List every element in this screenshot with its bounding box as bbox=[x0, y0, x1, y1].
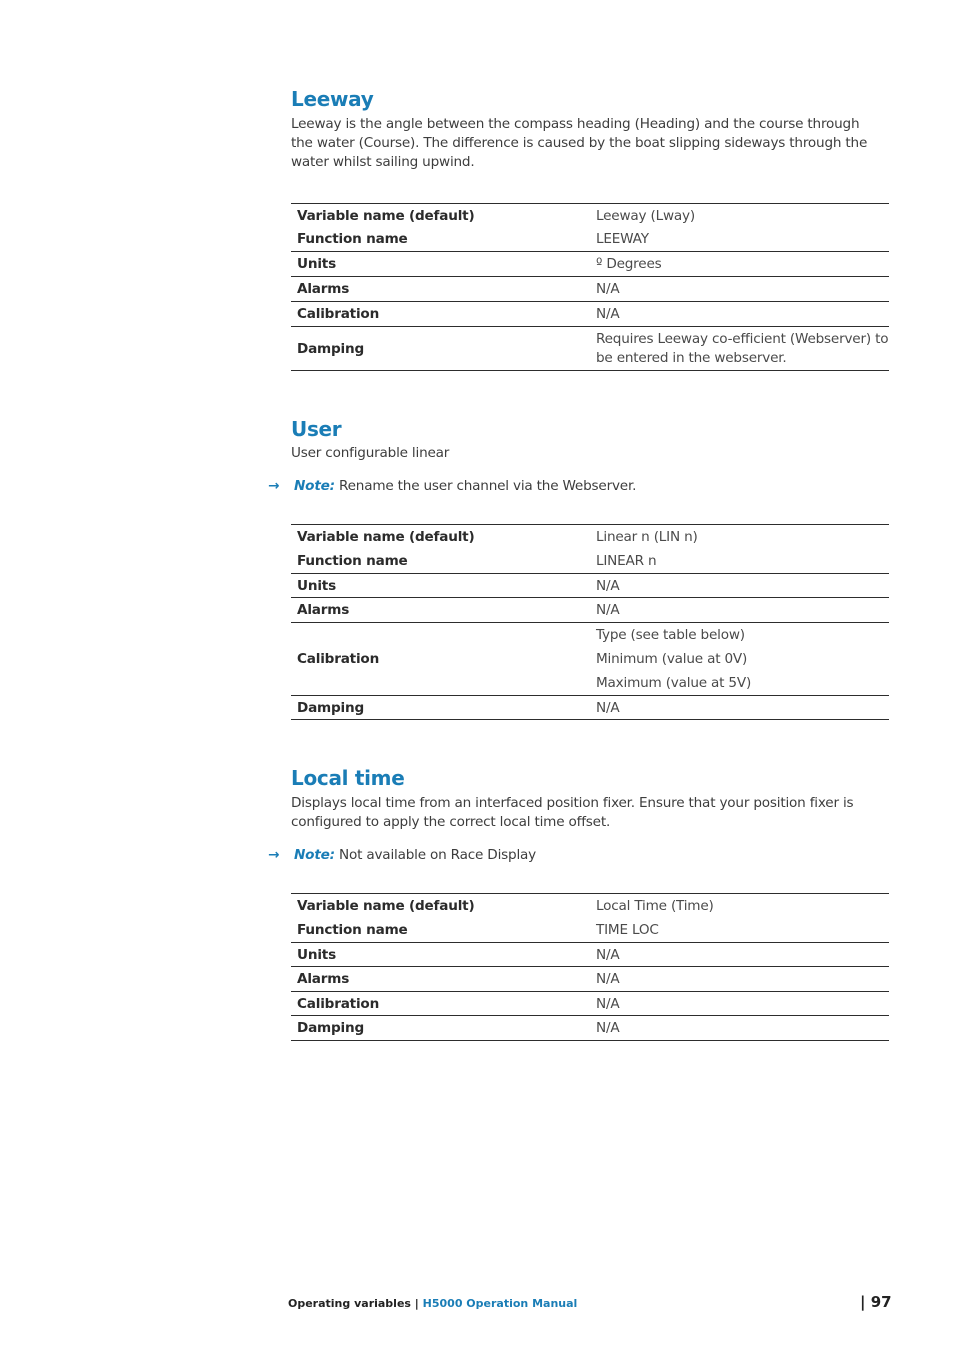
row-value bbox=[596, 327, 889, 371]
table-row bbox=[291, 252, 889, 277]
table-row bbox=[291, 204, 889, 228]
user-note bbox=[268, 477, 636, 496]
row-value-line: Requires Leeway co-efficient (Webserver) to bbox=[596, 330, 889, 347]
row-label: Variable name (default) bbox=[291, 204, 596, 228]
row-value: N/A bbox=[596, 696, 889, 720]
local-time-table bbox=[291, 893, 889, 1041]
page-footer bbox=[288, 1297, 577, 1310]
note-text: Rename the user channel via the Webserver. bbox=[334, 478, 637, 494]
row-value: N/A bbox=[596, 943, 889, 967]
row-value-line: Type (see table below) bbox=[596, 627, 745, 643]
row-value: N/A bbox=[596, 1016, 889, 1041]
row-value: LEEWAY bbox=[596, 228, 889, 252]
row-value: N/A bbox=[596, 992, 889, 1016]
table-row bbox=[291, 277, 889, 302]
row-value: N/A bbox=[596, 967, 889, 992]
table-row bbox=[291, 1016, 889, 1041]
note-label: Note: bbox=[294, 478, 335, 494]
note-label: Note: bbox=[294, 847, 335, 863]
row-value: TIME LOC bbox=[596, 918, 889, 943]
local-time-description: Displays local time from an interfaced position fixer. Ensure that your position fixer is configured to apply the correct local time offset. bbox=[291, 795, 854, 830]
row-label: Units bbox=[291, 943, 596, 967]
row-label: Calibration bbox=[291, 623, 596, 696]
row-label: Calibration bbox=[291, 302, 596, 327]
table-row bbox=[291, 918, 889, 943]
table-row bbox=[291, 302, 889, 327]
row-label: Variable name (default) bbox=[291, 894, 596, 918]
user-description: User configurable linear bbox=[291, 445, 450, 461]
row-value: N/A bbox=[596, 302, 889, 327]
local-time-note bbox=[268, 846, 536, 865]
row-value-line: Minimum (value at 0V) bbox=[596, 651, 748, 667]
leeway-heading: Leeway bbox=[291, 87, 374, 111]
row-label: Function name bbox=[291, 228, 596, 252]
table-row bbox=[291, 574, 889, 598]
table-row bbox=[291, 598, 889, 623]
row-label: Calibration bbox=[291, 992, 596, 1016]
table-row bbox=[291, 549, 889, 574]
row-value: LINEAR n bbox=[596, 549, 889, 574]
note-text: Not available on Race Display bbox=[334, 847, 537, 863]
arrow-right-icon: → bbox=[268, 847, 280, 863]
row-label: Damping bbox=[291, 1016, 596, 1041]
table-row bbox=[291, 894, 889, 918]
row-label: Units bbox=[291, 252, 596, 277]
row-value bbox=[596, 623, 889, 696]
row-label: Alarms bbox=[291, 598, 596, 623]
row-label: Function name bbox=[291, 918, 596, 943]
row-label: Alarms bbox=[291, 277, 596, 302]
table-row bbox=[291, 967, 889, 992]
row-label: Variable name (default) bbox=[291, 525, 596, 549]
leeway-description: Leeway is the angle between the compass heading (Heading) and the course through the water (Course). The difference is caused by the boat slipping sideways through the water whilst sailing upwind. bbox=[291, 116, 868, 170]
row-label: Alarms bbox=[291, 967, 596, 992]
row-value: º Degrees bbox=[596, 252, 889, 277]
local-time-heading: Local time bbox=[291, 766, 405, 790]
row-value: Leeway (Lway) bbox=[596, 204, 889, 228]
row-label: Damping bbox=[291, 327, 596, 371]
user-heading: User bbox=[291, 417, 342, 441]
footer-separator: | bbox=[410, 1297, 423, 1310]
row-value: Local Time (Time) bbox=[596, 894, 889, 918]
leeway-table bbox=[291, 203, 889, 371]
footer-chapter: Operating variables bbox=[288, 1297, 411, 1310]
table-row bbox=[291, 327, 889, 371]
table-row bbox=[291, 943, 889, 967]
arrow-right-icon: → bbox=[268, 478, 280, 494]
row-value: N/A bbox=[596, 574, 889, 598]
user-table bbox=[291, 524, 889, 720]
table-row bbox=[291, 992, 889, 1016]
table-row bbox=[291, 228, 889, 252]
table-row bbox=[291, 696, 889, 720]
row-value: Linear n (LIN n) bbox=[596, 525, 889, 549]
row-value-line: Maximum (value at 5V) bbox=[596, 675, 752, 691]
footer-manual-title: H5000 Operation Manual bbox=[422, 1297, 578, 1310]
table-row bbox=[291, 525, 889, 549]
row-value-line: be entered in the webserver. bbox=[596, 349, 787, 366]
row-value: N/A bbox=[596, 598, 889, 623]
row-label: Function name bbox=[291, 549, 596, 574]
row-label: Damping bbox=[291, 696, 596, 720]
page-number: | 97 bbox=[860, 1293, 892, 1311]
table-row bbox=[291, 623, 889, 696]
row-label: Units bbox=[291, 574, 596, 598]
row-value: N/A bbox=[596, 277, 889, 302]
